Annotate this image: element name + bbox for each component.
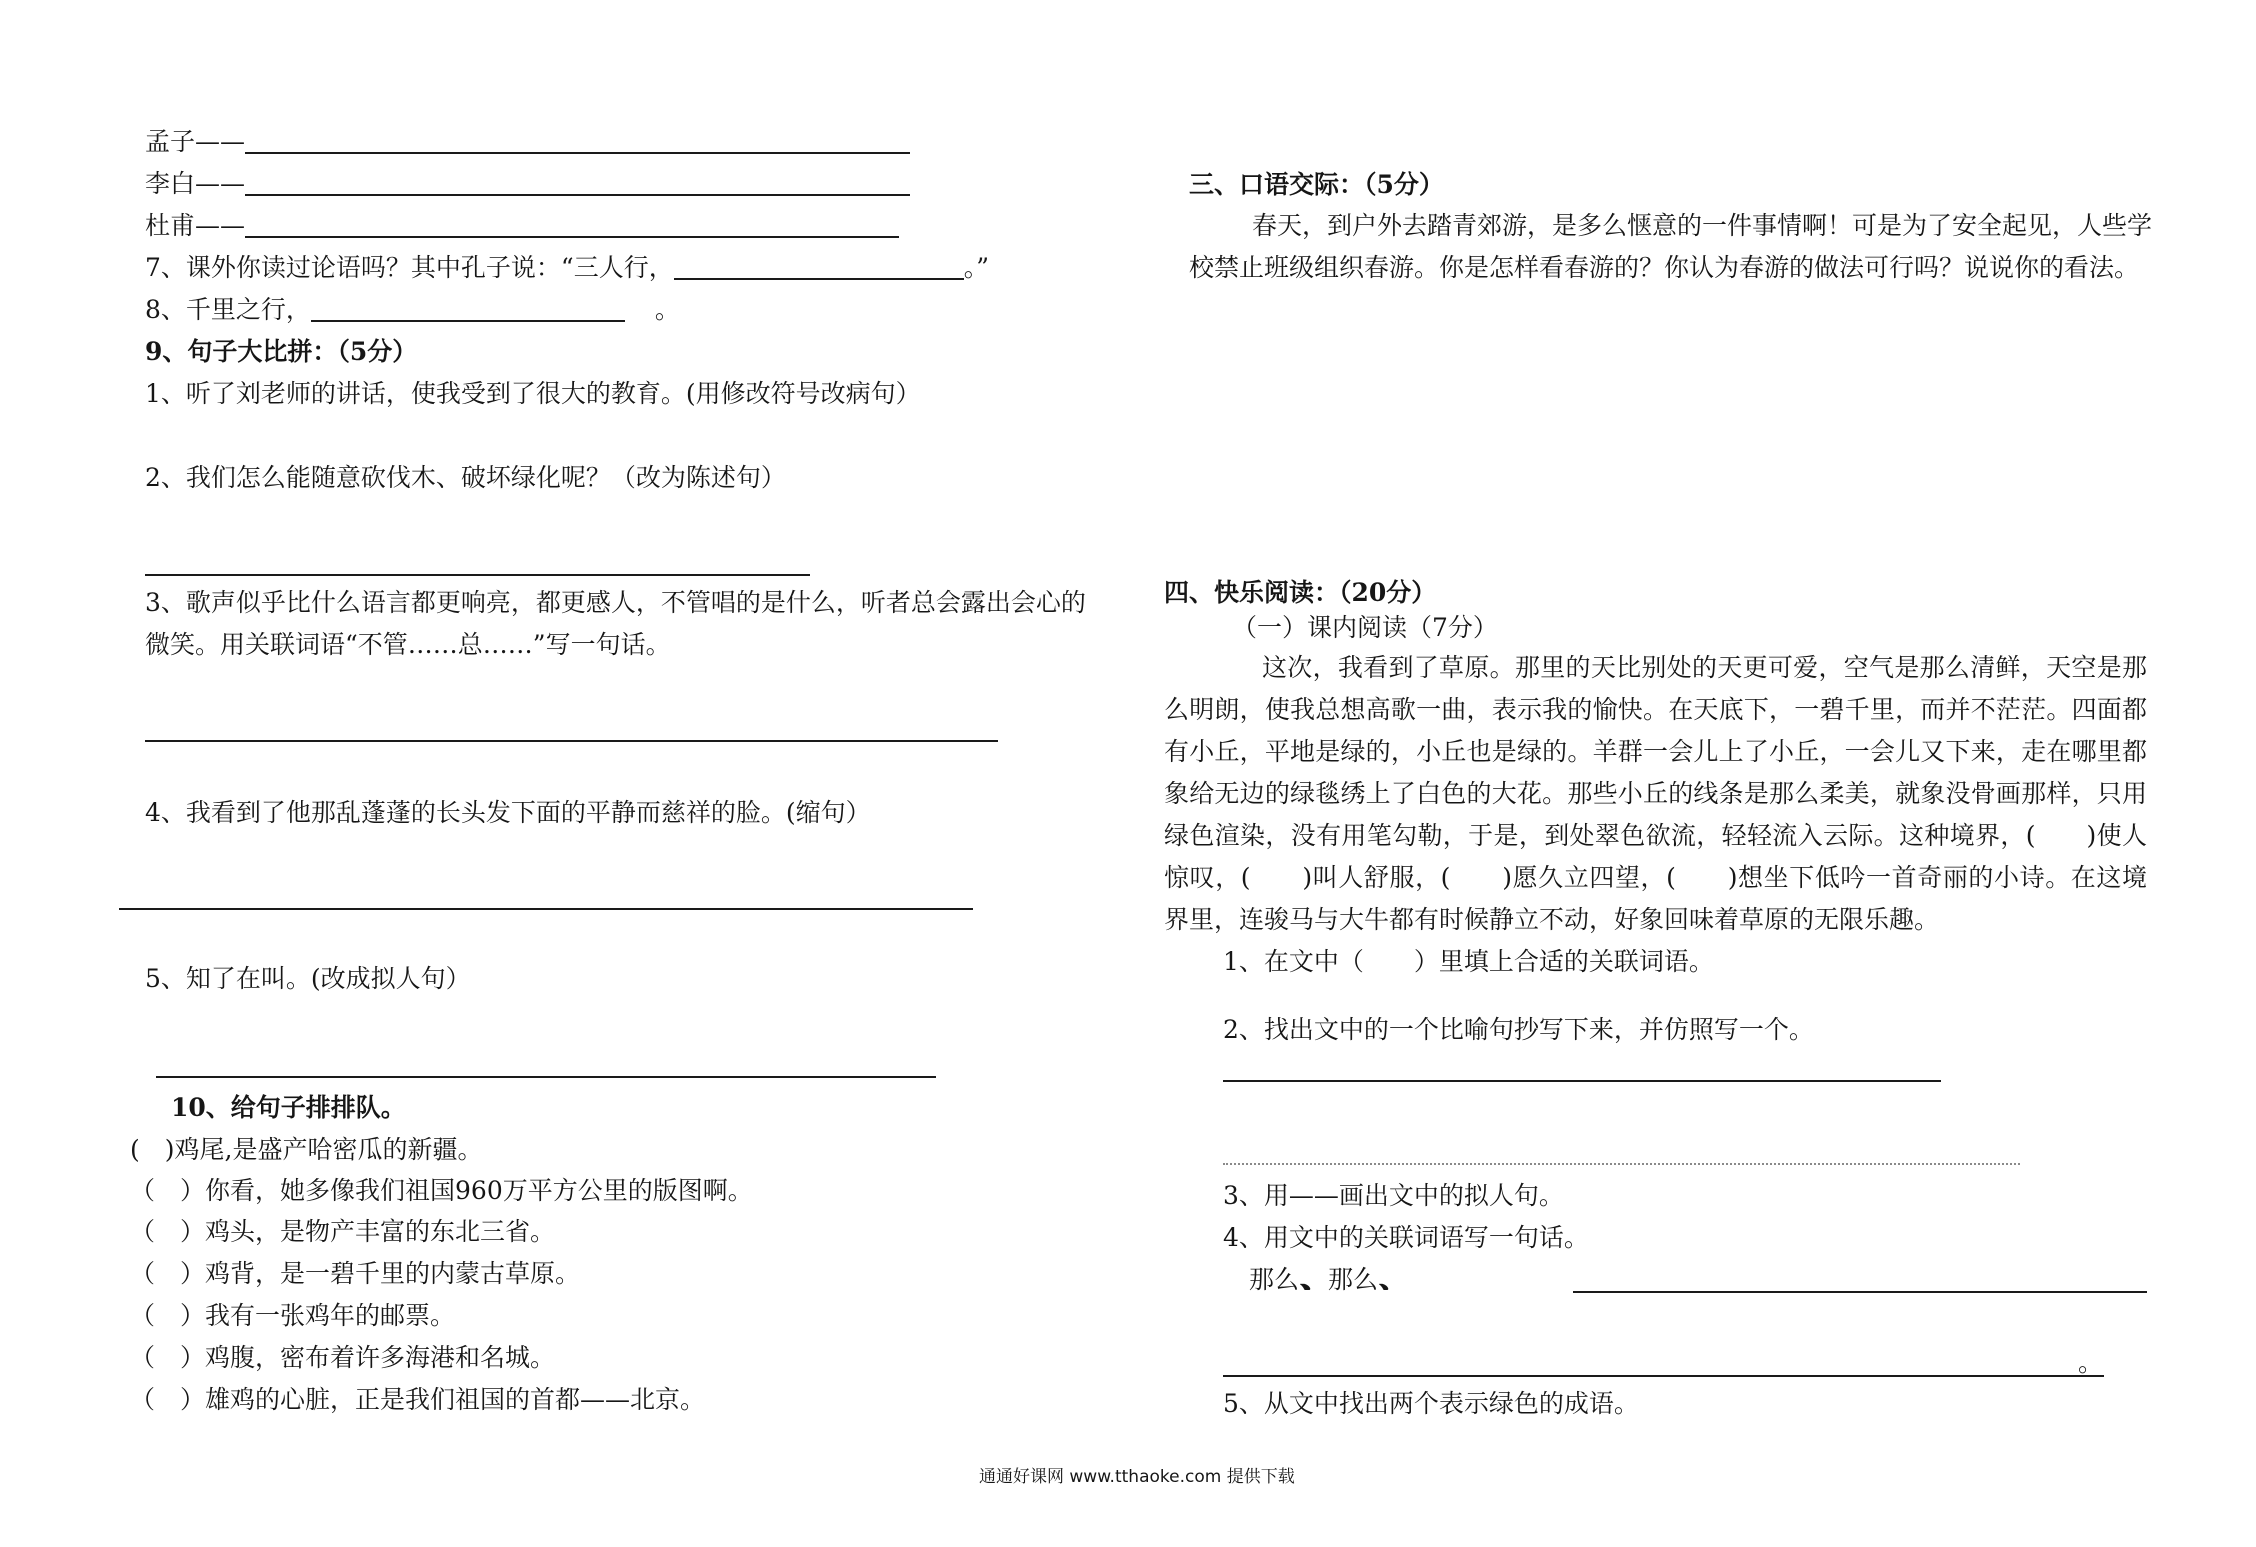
question-7-end: 。” xyxy=(963,253,989,282)
author-label: 李白—— xyxy=(145,169,246,198)
passage-line: 惊叹，( )叫人舒服，( )愿久立四望，( )想坐下低吟一首奇丽的小诗。在这境 xyxy=(1164,863,2147,892)
question-9-2: 2、我们怎么能随意砍伐木、破坏绿化呢？（改为陈述句） xyxy=(145,463,786,492)
author-line-mengzi xyxy=(145,129,910,154)
question-7 xyxy=(145,255,989,280)
reading-question-5: 5、从文中找出两个表示绿色的成语。 xyxy=(1223,1389,1639,1418)
author-label: 杜甫—— xyxy=(145,211,246,240)
reading-question-1: 1、在文中（ ）里填上合适的关联词语。 xyxy=(1223,947,1714,976)
section-3-title: 三、口语交际：（5分） xyxy=(1189,170,1444,199)
question-8 xyxy=(145,297,680,322)
answer-line xyxy=(1223,1375,2104,1377)
answer-blank xyxy=(245,132,910,154)
section-10-title: 10、给句子排排队。 xyxy=(171,1093,406,1122)
order-item: ( )鸡尾,是盛产哈密瓜的新疆。 xyxy=(130,1135,483,1164)
order-item: （ ）鸡背，是一碧千里的内蒙古草原。 xyxy=(130,1259,581,1288)
answer-line xyxy=(1223,1080,1941,1082)
author-line-dufu xyxy=(145,213,899,238)
pattern-marks: 、、、、、、、 xyxy=(1378,1265,1395,1294)
answer-blank xyxy=(674,258,964,280)
pattern-word: 那么 xyxy=(1328,1265,1379,1294)
pattern-word: 那么 xyxy=(1249,1265,1300,1294)
order-item: （ ）我有一张鸡年的邮票。 xyxy=(130,1301,456,1330)
answer-blank xyxy=(245,216,899,238)
sentence-pattern xyxy=(1249,1267,1394,1292)
answer-line xyxy=(145,574,810,576)
pattern-marks: 、、、、、、、、、 xyxy=(1299,1265,1317,1294)
section-4-title: 四、快乐阅读：（20分） xyxy=(1164,578,1437,607)
question-8-text: 8、千里之行， xyxy=(145,295,311,324)
order-item: （ ）鸡头，是物产丰富的东北三省。 xyxy=(130,1217,556,1246)
dotted-answer-line xyxy=(1223,1163,2020,1165)
answer-line xyxy=(145,740,998,742)
reading-subtitle: （一）课内阅读（7分） xyxy=(1232,613,1498,642)
author-label: 孟子—— xyxy=(145,127,246,156)
question-9-3-line-2: 微笑。用关联词语“不管……总……”写一句话。 xyxy=(145,630,671,659)
oral-text-line-1: 春天，到户外去踏青郊游，是多么惬意的一件事情啊！可是为了安全起见，人些学 xyxy=(1252,211,2153,240)
question-7-text: 7、课外你读过论语吗？其中孔子说：“三人行， xyxy=(145,253,674,282)
passage-line: 界里，连骏马与大牛都有时候静立不动，好象回味着草原的无限乐趣。 xyxy=(1164,905,1940,934)
passage-line: 象给无边的绿毯绣上了白色的大花。那些小丘的线条是那么柔美，就象没骨画那样，只用 xyxy=(1164,779,2147,808)
reading-question-3: 3、用——画出文中的拟人句。 xyxy=(1223,1181,1564,1210)
order-item: （ ）雄鸡的心脏，正是我们祖国的首都——北京。 xyxy=(130,1385,706,1414)
answer-line xyxy=(1573,1291,2147,1293)
order-item: （ ）你看，她多像我们祖国960万平方公里的版图啊。 xyxy=(130,1176,753,1205)
answer-blank xyxy=(245,174,910,196)
passage-line: 这次，我看到了草原。那里的天比别处的天更可爱，空气是那么清鲜，天空是那 xyxy=(1262,653,2147,682)
answer-line xyxy=(119,908,973,910)
question-9-4: 4、我看到了他那乱蓬蓬的长头发下面的平静而慈祥的脸。(缩句） xyxy=(145,798,871,827)
question-9-5: 5、知了在叫。(改成拟人句） xyxy=(145,964,471,993)
passage-line: 有小丘，平地是绿的，小丘也是绿的。羊群一会儿上了小丘，一会儿又下来，走在哪里都 xyxy=(1164,737,2147,766)
section-9-title: 9、句子大比拼：（5分） xyxy=(145,337,418,366)
answer-line xyxy=(156,1076,936,1078)
question-8-end: 。 xyxy=(654,295,680,324)
question-9-1: 1、听了刘老师的讲话，使我受到了很大的教育。(用修改符号改病句） xyxy=(145,379,921,408)
footer-credit: 通通好课网 www.tthaoke.com 提供下载 xyxy=(979,1467,1295,1487)
oral-text-line-2: 校禁止班级组织春游。你是怎样看春游的？你认为春游的做法可行吗？说说你的看法。 xyxy=(1189,253,2140,282)
passage-line: 绿色渲染，没有用笔勾勒，于是，到处翠色欲流，轻轻流入云际。这种境界，( )使人 xyxy=(1164,821,2147,850)
answer-line-end-mark: 。 xyxy=(2078,1348,2104,1377)
author-line-libai xyxy=(145,171,910,196)
order-item: （ ）鸡腹，密布着许多海港和名城。 xyxy=(130,1343,556,1372)
reading-question-4: 4、用文中的关联词语写一句话。 xyxy=(1223,1223,1589,1252)
passage-line: 么明朗，使我总想高歌一曲，表示我的愉快。在天底下，一碧千里，而并不茫茫。四面都 xyxy=(1164,695,2147,724)
question-9-3-line-1: 3、歌声似乎比什么语言都更响亮，都更感人，不管唱的是什么，听者总会露出会心的 xyxy=(145,588,1086,617)
answer-blank xyxy=(311,300,625,322)
reading-question-2: 2、找出文中的一个比喻句抄写下来，并仿照写一个。 xyxy=(1223,1015,1814,1044)
